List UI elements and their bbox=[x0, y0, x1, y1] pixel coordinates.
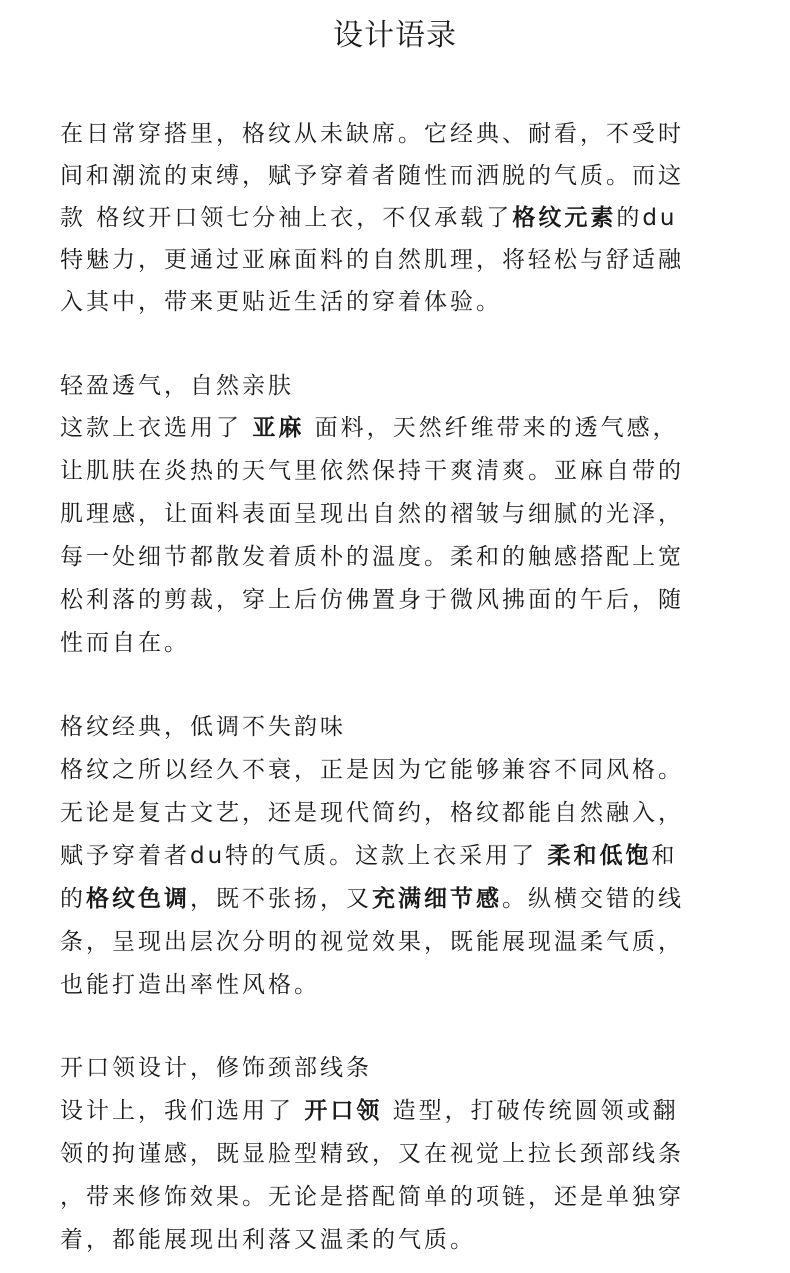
section-heading: 格纹经典，低调不失韵味 bbox=[60, 714, 346, 740]
section-line: 每一处细节都散发着质朴的温度。柔和的触感搭配上宽 bbox=[60, 544, 684, 570]
section-line: 无论是复古文艺，还是现代简约，格纹都能自然融入， bbox=[60, 800, 684, 826]
highlight-plaid-element: 格纹元素 bbox=[512, 205, 617, 231]
intro-line-2: 间和潮流的束缚，赋予穿着者随性而洒脱的气质。而这 bbox=[60, 163, 684, 189]
section-text: 造型，打破传统圆领或翻 bbox=[382, 1098, 679, 1124]
section-line: 也能打造出率性风格。 bbox=[60, 972, 320, 998]
section-line: 性而自在。 bbox=[60, 630, 190, 656]
section-heading: 开口领设计，修饰颈部线条 bbox=[60, 1055, 372, 1081]
section-line: 条，呈现出层次分明的视觉效果，既能展现温柔气质， bbox=[60, 929, 684, 955]
section-line: 格纹之所以经久不衰，正是因为它能够兼容不同风格。 bbox=[60, 757, 684, 783]
highlight-linen: 亚麻 bbox=[252, 415, 305, 441]
section-line bbox=[60, 408, 740, 448]
section-text: 赋予穿着者du特的气质。这款上衣采用了 bbox=[60, 843, 548, 869]
highlight-soft-low-saturation: 柔和低饱 bbox=[547, 843, 652, 869]
intro-text: 款 格纹开口领七分袖上衣，不仅承载了 bbox=[60, 205, 513, 231]
intro-line-5: 入其中，带来更贴近生活的穿着体验。 bbox=[60, 289, 502, 315]
intro-line-4: 特魅力，更通过亚麻面料的自然肌理，将轻松与舒适融 bbox=[60, 247, 684, 273]
section-text: 这款上衣选用了 bbox=[60, 415, 253, 441]
section-text: 。纵横交错的线 bbox=[502, 886, 684, 912]
intro-text: 的du bbox=[616, 205, 678, 231]
section-text: 的 bbox=[60, 886, 86, 912]
section-text: 设计上，我们选用了 bbox=[60, 1098, 305, 1124]
section-line: 领的拘谨感，既显脸型精致，又在视觉上拉长颈部线条 bbox=[60, 1141, 684, 1167]
section-line bbox=[60, 836, 740, 876]
intro-line-1: 在日常穿搭里，格纹从未缺席。它经典、耐看，不受时 bbox=[60, 121, 684, 147]
highlight-open-collar: 开口领 bbox=[304, 1098, 383, 1124]
highlight-detail: 充满细节感 bbox=[372, 886, 502, 912]
section-line bbox=[60, 1091, 740, 1131]
section-line: 松利落的剪裁，穿上后仿佛置身于微风拂面的午后，随 bbox=[60, 587, 684, 613]
section-text: 和 bbox=[651, 843, 678, 869]
page-title: 设计语录 bbox=[333, 18, 457, 53]
section-heading: 轻盈透气，自然亲肤 bbox=[60, 373, 294, 399]
section-text: ，既不张扬，又 bbox=[190, 886, 372, 912]
highlight-plaid-tone: 格纹色调 bbox=[86, 886, 190, 912]
section-line: 让肌肤在炎热的天气里依然保持干爽清爽。亚麻自带的 bbox=[60, 458, 684, 484]
section-line: 肌理感，让面料表面呈现出自然的褶皱与细腻的光泽， bbox=[60, 501, 684, 527]
intro-line-3 bbox=[60, 198, 740, 238]
section-text: 面料，天然纤维带来的透气感， bbox=[304, 415, 679, 441]
section-line: 着，都能展现出利落又温柔的气质。 bbox=[60, 1227, 476, 1253]
section-line: ，带来修饰效果。无论是搭配简单的项链，还是单独穿 bbox=[60, 1184, 684, 1210]
section-line bbox=[60, 879, 740, 919]
